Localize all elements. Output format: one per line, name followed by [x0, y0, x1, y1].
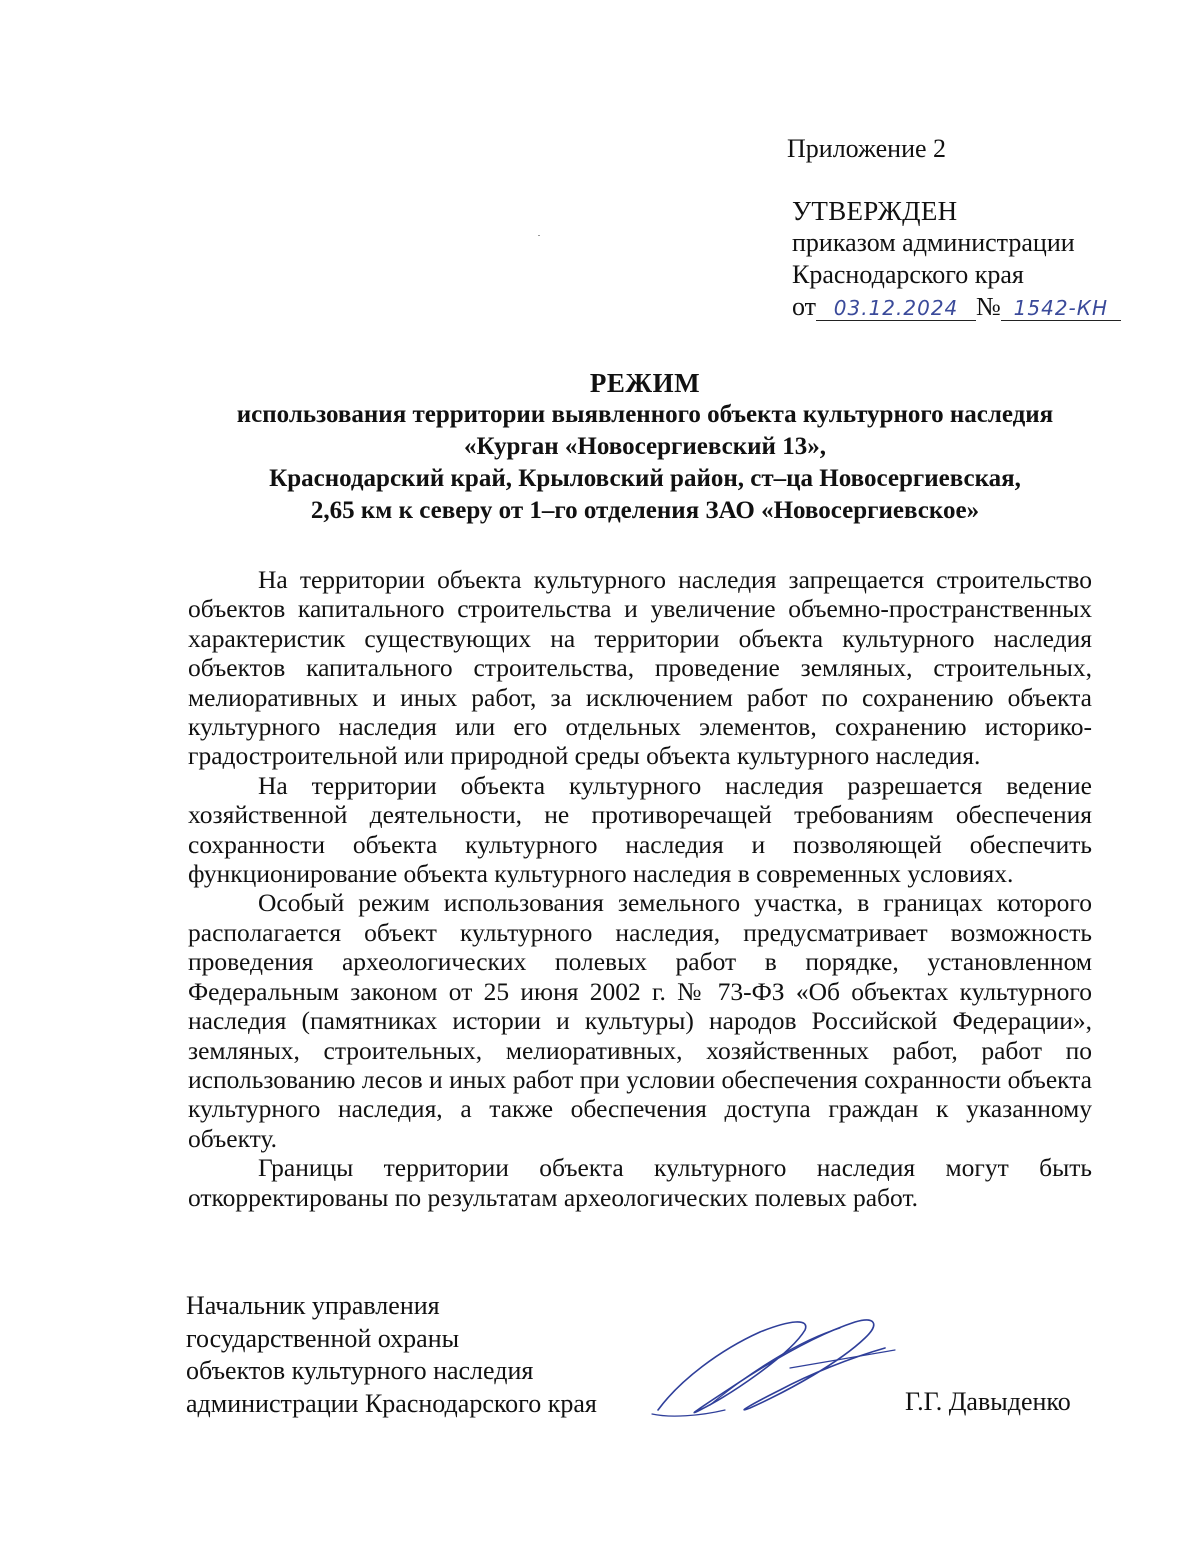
- heading-line-4: 2,65 км к северу от 1–го отделения ЗАО «Новосергиевское»: [310, 497, 980, 524]
- scan-speck: [538, 235, 540, 236]
- handwritten-signature-icon: [640, 1310, 910, 1430]
- appendix-label: Приложение 2: [787, 134, 947, 163]
- number-prefix: №: [976, 292, 1001, 321]
- heading-title: РЕЖИМ: [589, 368, 701, 398]
- signatory-line-1: Начальник управления: [186, 1291, 440, 1320]
- handwritten-number-field: [1001, 295, 1121, 321]
- handwritten-number: 1542-КН: [1013, 296, 1109, 320]
- heading-line-1: использования территории выявленного объекта культурного наследия: [236, 401, 1054, 428]
- signatory-line-2: государственной охраны: [186, 1323, 460, 1353]
- signatory-line-4: администрации Краснодарского края: [186, 1388, 597, 1418]
- document-body: [188, 565, 1092, 1212]
- handwritten-date-field: [816, 295, 976, 321]
- approval-line-2: Краснодарского края: [792, 260, 1024, 289]
- document-heading: [180, 367, 1110, 527]
- approval-order-line: [792, 291, 1121, 323]
- approval-line-1: приказом администрации: [792, 228, 1075, 257]
- signatory-name: Г.Г. Давыденко: [905, 1387, 1071, 1416]
- paragraph-3: Особый режим использования земельного участка, в границах которого располагается объект культурного наследия, предусматривает возможность проведения археологических полевых работ в порядке, установленном Федеральным законом от 25 июня 2002 г. № 73-ФЗ «Об объектах культурного наследия (памятниках истории и культуры) народов Российской Федерации», земляных, строительных, мелиоративных, хозяйственных работ, работ по использованию лесов и иных работ при условии обеспечения сохранности объекта культурного наследия, а также обеспечения доступа граждан к указанному объекту.: [188, 888, 1092, 1153]
- paragraph-2: На территории объекта культурного наследия разрешается ведение хозяйственной деятельности, не противоречащей требованиям обеспечения сохранности объекта культурного наследия и позволяющей обеспечить функционирование объекта культурного наследия в современных условиях.: [188, 770, 1092, 889]
- paragraph-4: Границы территории объекта культурного наследия могут быть откорректированы по результатам археологических полевых работ.: [188, 1153, 1092, 1212]
- paragraph-1: На территории объекта культурного наследия запрещается строительство объектов капитального строительства и увеличение объемно-пространственных характеристик существующих на территории объекта культурного наследия объектов капитального строительства, проведение земляных, строительных, мелиоративных и иных работ, за исключением работ по сохранению объекта культурного наследия или его отдельных элементов, сохранению историко-градостроительной или природной среды объекта культурного наследия.: [188, 565, 1092, 771]
- signatory-line-3: объектов культурного наследия: [186, 1356, 534, 1385]
- heading-line-3: Краснодарский край, Крыловский район, ст–ца Новосергиевская,: [269, 465, 1021, 492]
- handwritten-date: 03.12.2024: [833, 296, 959, 320]
- approval-block: [792, 195, 1121, 323]
- approval-title: УТВЕРЖДЕН: [792, 196, 958, 226]
- signatory-title-block: [186, 1290, 597, 1420]
- date-prefix: от: [792, 292, 817, 321]
- heading-line-2: «Курган «Новосергиевский 13»,: [464, 433, 826, 460]
